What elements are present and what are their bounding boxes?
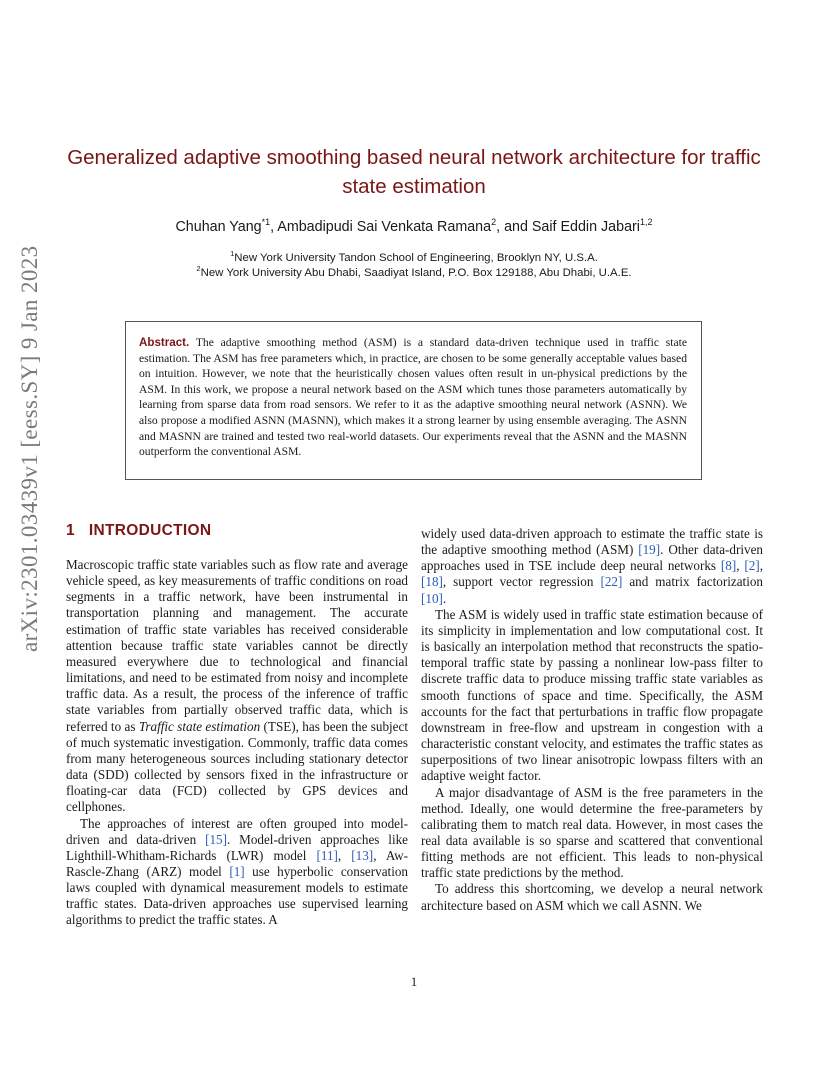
text-run: . [442, 590, 447, 606]
page-number: 1 [410, 974, 418, 989]
citation-link[interactable]: [13] [351, 847, 374, 863]
left-column [66, 557, 408, 929]
citation-link[interactable]: [22] [600, 574, 623, 590]
text-run: . Model-driven approaches like Lighthill-Whitham-Richards (LWR) model [66, 831, 408, 863]
right-column [421, 526, 763, 914]
affiliation-2-mark: 2 [196, 264, 201, 273]
text-run: . Other data-driven approaches used in TSE include deep neural networks [421, 542, 763, 574]
text-run: Macroscopic traffic state variables such as flow rate and average vehicle speed, as key measurements of traffic conditions on road segments in a traffic network, have been instrumental in transportation planning and management. The accurate estimation of traffic state variables has received considerable attention because traffic state variables cannot be directly measured everywhere due to technological and financial limitations, and need to be estimated from noisy and incomplete traffic data. As a result, the process of the inference of traffic state variables from partially observed traffic data, which is referred to as [66, 557, 408, 734]
abstract-text: The adaptive smoothing method (ASM) is a standard data-driven technique used in traffic state estimation. The ASM has free parameters which, in practice, are chosen to be some generally acceptable values based on intuition. However, we note that the heuristically chosen values often result in un-physical predictions by the ASM. In this work, we propose a neural network based on the ASM which tunes those parameters automatically by learning from sparse data from road sensors. We refer to it as the adaptive smoothing neural network (ASNN). We also propose a modified ASNN (MASNN), which makes it a strong learner by using ensemble averaging. The ASNN and MASNN are trained and tested two real-world datasets. Our experiments reveal that the ASNN and the MASNN outperform the conventional ASM. [139, 336, 687, 459]
citation-link[interactable]: [11] [316, 847, 338, 863]
citation-link[interactable]: [1] [229, 863, 245, 879]
intro-paragraph-asm: The ASM is widely used in traffic state estimation because of its simplicity in implementation and low computational cost. It is basically an interpolation method that reconstructs the spatio-temporal traffic state by passing a nonlinear low-pass filter to discrete traffic data to produce missing traffic state variables as smooth functions of space and time. Specifically, the ASM accounts for the fact that perturbations in traffic flow propagate downstream in free-flow and upstream in congestion with a characteristic constant velocity, and estimates the traffic states as superpositions of two linear anisotropic lowpass filters with an adaptive weight factor. [421, 606, 763, 784]
section-title: INTRODUCTION [88, 522, 212, 539]
author-3-affil: 1,2 [639, 217, 653, 227]
affiliation-1 [60, 249, 768, 264]
text-run: use hyperbolic conservation laws coupled with dynamical measurement models to estimate traffic states. Data-driven approaches use supervised learning algorithms to predict the traffic states. A [66, 863, 408, 928]
author-2: Ambadipudi Sai Venkata Ramana [277, 218, 492, 235]
author-1: Chuhan Yang [175, 218, 262, 235]
paper-title: Generalized adaptive smoothing based neural network architecture for traffic state estimation [67, 146, 761, 198]
intro-paragraph-disadvantage: A major disadvantage of ASM is the free parameters in the method. Ideally, one would determine the free-parameters by calibrating them to match real data. However, in most cases the real data available is so sparse and scattered that conventional fitting methods are not efficient. This leads to non-physical traffic state predictions by the method. [421, 784, 763, 881]
text-run: , Aw-Rascle-Zhang (ARZ) model [66, 847, 408, 879]
emphasis-term: Traffic state estimation [138, 718, 261, 734]
affiliation-1-text: New York University Tandon School of Engineering, Brooklyn NY, U.S.A. [234, 251, 598, 264]
text-run: , [337, 847, 352, 863]
author-3: and Saif Eddin Jabari [504, 218, 640, 235]
citation-link[interactable]: [10] [421, 590, 443, 606]
text-run: (TSE), has been the subject of much systematic investigation. Commonly, traffic data comes from many heterogeneous sources including stationary detector data (SDD) collected by sensors fixed in the infrastructure or floating-car data (FCD) collected by GPS devices and cellphones. [66, 718, 408, 815]
affiliation-2-text: New York University Abu Dhabi, Saadiyat Island, P.O. Box 129188, Abu Dhabi, U.A.E. [200, 266, 632, 279]
text-run: , [759, 558, 763, 574]
text-run: , [736, 558, 745, 574]
citation-link[interactable]: [18] [421, 574, 443, 590]
abstract-box [125, 321, 702, 480]
text-run: widely used data-driven approach to estimate the traffic state is the adaptive smoothing method (ASM) [421, 526, 763, 558]
abstract-paragraph [139, 335, 687, 460]
intro-paragraph-contribution: To address this shortcoming, we develop a neural network architecture based on ASM which we call ASNN. We [421, 881, 763, 913]
author-list: Chuhan Yang$^{*1}$, Ambadipudi Sai Venkata Ramana$^2$, and Saif Eddin Jabari$^{1,2}$ [175, 217, 653, 235]
text-run: The approaches of interest are often grouped into model-driven and data-driven [66, 815, 408, 847]
section-number: 1 [66, 522, 75, 539]
author-1-affil: *1 [261, 217, 271, 227]
citation-link[interactable]: [19] [638, 542, 661, 558]
intro-paragraph-2 [66, 816, 408, 929]
arxiv-identifier-text: arXiv:2301.03439v1 [eess.SY] 9 Jan 2023 [17, 245, 42, 652]
citation-link[interactable]: [2] [744, 558, 760, 574]
intro-paragraph-1 [66, 557, 408, 816]
intro-paragraph-continued [421, 526, 763, 607]
affiliation-2 [60, 264, 768, 279]
affiliation-1-mark: 1 [230, 249, 235, 258]
abstract-label: Abstract. [139, 336, 190, 349]
citation-link[interactable]: [8] [720, 558, 737, 574]
citation-link[interactable]: [15] [205, 831, 227, 847]
text-run: and matrix factorization [622, 574, 763, 590]
section-heading [66, 522, 211, 540]
text-run: , support vector regression [442, 574, 601, 590]
author-2-affil: 2 [491, 217, 497, 227]
